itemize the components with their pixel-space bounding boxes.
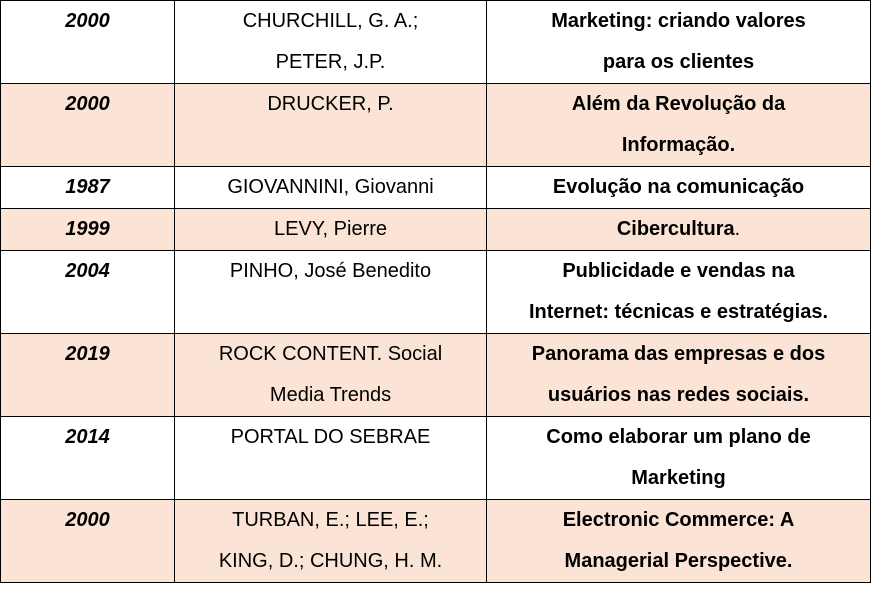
- title-line: usuários nas redes sociais.: [547, 384, 810, 406]
- title-cell: [487, 417, 871, 500]
- author-cell: [175, 334, 487, 417]
- author-cell: [175, 417, 487, 500]
- author-line: GIOVANNINI, Giovanni: [227, 176, 434, 198]
- title-line: Evolução na comunicação: [552, 176, 805, 198]
- author-cell: [175, 500, 487, 583]
- title-cell: [487, 209, 871, 251]
- title-cell: [487, 251, 871, 334]
- table-row: [1, 417, 871, 500]
- title-line: Publicidade e vendas na: [562, 260, 795, 282]
- title-line: Managerial Perspective.: [564, 550, 793, 572]
- author-cell: [175, 84, 487, 167]
- author-cell: [175, 251, 487, 334]
- author-cell: [175, 209, 487, 251]
- table-row: [1, 251, 871, 334]
- title-line: Internet: técnicas e estratégias.: [528, 301, 828, 323]
- table-row: [1, 1, 871, 84]
- year-cell: 1987: [1, 167, 175, 209]
- title-line: Como elaborar um plano de: [546, 426, 811, 448]
- year-cell: 2000: [1, 500, 175, 583]
- title-line: Informação.: [621, 134, 736, 156]
- author-line: DRUCKER, P.: [267, 93, 394, 115]
- table-row: [1, 334, 871, 417]
- title-cell: [487, 167, 871, 209]
- author-line: CHURCHILL, G. A.;: [242, 10, 419, 32]
- table-row: [1, 500, 871, 583]
- author-line: LEVY, Pierre: [273, 218, 388, 240]
- year-cell: 1999: [1, 209, 175, 251]
- table-row: [1, 167, 871, 209]
- author-line: PORTAL DO SEBRAE: [230, 426, 431, 448]
- author-cell: [175, 167, 487, 209]
- title-cell: [487, 334, 871, 417]
- year-cell: 2014: [1, 417, 175, 500]
- title-suffix: .: [734, 218, 741, 240]
- title-cell: [487, 84, 871, 167]
- year-cell: 2004: [1, 251, 175, 334]
- table-row: [1, 209, 871, 251]
- author-line: TURBAN, E.; LEE, E.;: [232, 509, 429, 531]
- author-cell: [175, 1, 487, 84]
- author-line: Media Trends: [269, 384, 392, 406]
- table-row: [1, 84, 871, 167]
- title-cell: [487, 1, 871, 84]
- title-line: Panorama das empresas e dos: [531, 343, 826, 365]
- title-line: Cibercultura.: [616, 218, 741, 240]
- title-line: para os clientes: [602, 51, 755, 73]
- references-table-body: [1, 1, 871, 583]
- year-cell: 2000: [1, 84, 175, 167]
- author-line: KING, D.; CHUNG, H. M.: [218, 550, 443, 572]
- year-cell: 2019: [1, 334, 175, 417]
- year-cell: 2000: [1, 1, 175, 84]
- title-line: Electronic Commerce: A: [562, 509, 795, 531]
- title-line: Além da Revolução da: [571, 93, 786, 115]
- author-line: PINHO, José Benedito: [229, 260, 432, 282]
- title-cell: [487, 500, 871, 583]
- author-line: PETER, J.P.: [275, 51, 386, 73]
- title-line: Marketing: [631, 467, 726, 489]
- author-line: ROCK CONTENT. Social: [218, 343, 443, 365]
- title-line: Marketing: criando valores: [551, 10, 806, 32]
